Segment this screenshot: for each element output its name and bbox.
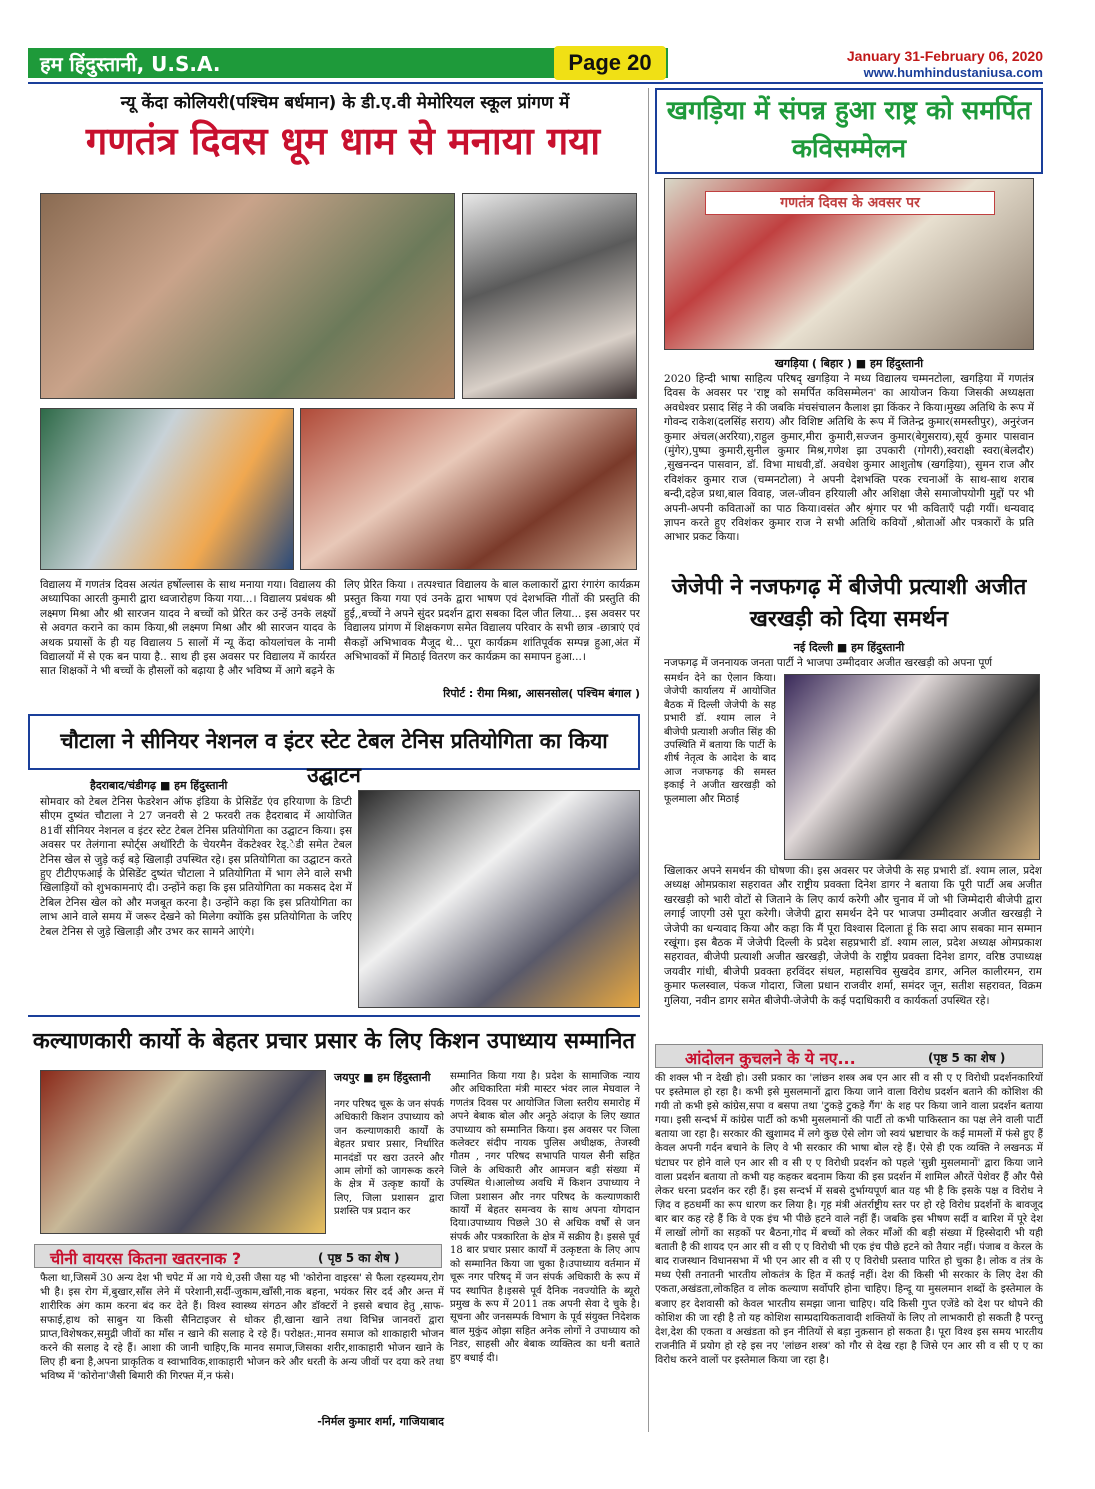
story4-headline: चौटाला ने सीनियर नेशनल व इंटर स्टेट टेबल टेनिस प्रतियोगिता का किया उद्घाटन — [60, 729, 608, 787]
page-number: Page 20 — [554, 46, 666, 80]
story2-body: 2020 हिन्दी भाषा साहित्य परिषद् खगड़िया ने मध्य विद्यालय चम्मनटोला, खगड़िया में गणतंत्र दिवस के अवसर पर 'राष्ट्र को समर्पित कविसम्मेलन' का आयोजन किया जिसकी अध्यक्षता अवधेश्वर प्रसाद सिंह ने की जबकि मंचसंचालन कैलाश झा किंकर ने किया।मुख्य अतिथि के रूप में गोवन्द राकेश(दलसिंह सराय) और विशिष्ट अतिथि के रूप में जितेन्द्र कुमार(समस्तीपुर), अनुरंजन कुमार अंचल(अररिया),राहुल कुमार,मीरा कुमारी,सज्जन कुमार(बेगुसराय),सूर्य कुमार पासवान (मुंगेर),पुष्पा कुमारी,सुनील कुमार मिश्र,गणेश झा उपकारी (गोगरी),स्वराक्षी स्वरा(बेलदौर) ,सुखनन्दन पासवान, डॉ. विभा माधवी,डॉ. अवधेश कुमार आशुतोष (खगड़िया), सुमन राज और रविशंकर कुमार राज (चम्मनटोला) ने अपनी देशभक्ति परक रचनाओं के साथ-साथ शराब बन्दी,दहेज प्रथा,बाल विवाह, जल-जीवन हरियाली और अशिक्षा जैसे समाजोपयोगी मुद्दों पर भी अपनी-अपनी कविताओं का पाठ किया।वसंत और श्रृंगार पर भी कविताएँ पढ़ी गयीं। धन्यवाद ज्ञापन करते हुए रविशंकर कुमार राज ने सभी अतिथि कवियों ,श्रोताओं और पत्रकारों के प्रति आभार प्रकट किया। — [664, 373, 1034, 544]
story1-column-2: लिए प्रेरित किया । तत्पश्चात विद्यालय के बाल कलाकारों द्वारा रंगारंग कार्यक्रम प्रस्तुत किया गया एवं उनके द्वारा भाषण एवं देशभक्ति गीतों की प्रस्तुति की हुई,,बच्चों ने अपने सुंदर प्रदर्शन द्वारा सबका दिल जीत लिया... इस अवसर पर विद्यालय प्रांगण में शिक्षकगण समेत विद्यालय परिवार के सभी छात्र -छात्राएं एवं सैकड़ों अभिभावक मैजूद थे... पूरा कार्यक्रम शांतिपूर्वक सम्पन्न हुआ,अंत में अभिभावकों में मिठाई वितरण कर कार्यक्रम का समापन हुआ...। — [344, 579, 640, 664]
story2-stage-banner: गणतंत्र दिवस के अवसर पर — [705, 191, 995, 215]
story3-intro: नजफगढ़ में जननायक जनता पार्टी ने भाजपा उम्मीदवार अजीत खरखड़ी को अपना पूर्ण — [664, 657, 993, 669]
issue-date: January 31-February 06, 2020 — [846, 48, 1043, 64]
story1-photo-students — [300, 408, 637, 570]
story3-photo-felicitation — [784, 674, 1040, 860]
story5-headline: कल्याणकारी कार्यो के बेहतर प्रचार प्रसार के लिए किशन उपाध्याय सम्मानित — [32, 1029, 636, 1054]
story1-headline: गणतंत्र दिवस धूम धाम से मनाया गया — [85, 119, 601, 163]
story5-photo-award — [40, 1070, 326, 1234]
story5-column-2: सम्मानित किया गया है। प्रदेश के सामाजिक न्याय और अधिकारिता मंत्री मास्टर भंवर लाल मेघवाल ने गणतंत्र दिवस पर आयोजित जिला स्तरीय समारोह में अपने बेबाक बोल और अनूठे अंदाज़ के लिए ख्यात उपाध्याय को सम्मानित किया। इस अवसर पर जिला कलेक्टर संदीप नायक पुलिस अधीक्षक, तेजस्वी गौतम , नगर परिषद सभापति पायल सैनी सहित जिले के अधिकारी और आमजन बड़ी संख्या में उपस्थित थे।आलोच्य अवधि में किशन उपाध्याय ने जिला प्रशासन और नगर परिषद के कल्याणकारी कार्यों में बेहतर समन्वय के साथ अपना योगदान दिया।उपाध्याय पिछले 30 से अधिक वर्षों से जन संपर्क और पत्रकारिता के क्षेत्र में सक्रीय है। इससे पूर्व 18 बार प्रचार प्रसार कार्यों में उत्कृष्टता के लिए आप को सम्मानित किया जा चुका है।उपाध्याय वर्तमान में चूरू नगर परिषद् में जन संपर्क अधिकारी के रूप में पद स्थापित है।इससे पूर्व दैनिक नवज्योति के ब्यूरो प्रमुख के रूप में 2011 तक अपनी सेवा दे चुके है। सूचना और जनसम्पर्क विभाग के पूर्व संयुक्त निदेशक बाल मुकुंद ओझा सहित अनेक लोगों ने उपाध्याय को निडर, साहसी और बेबाक व्यक्तित्व का धनी बताते हुए बधाई दी। — [450, 1071, 640, 1364]
story1-column-1: विद्यालय में गणतंत्र दिवस अत्यंत हर्षोल्लास के साथ मनाया गया। विद्यालय की अध्यापिका आरती कुमारी द्वारा ध्वजारोहण किया गया...। विद्यालय प्रबंधक श्री लक्ष्मण मिश्रा और श्री सारजन यादव ने बच्चों को प्रेरित कर उन्हें उनके लक्ष्यों से अवगत कराने का काम किया,श्री लक्ष्मण मिश्रा और श्री सारजन यादव के अथक प्रयासों के ही यह विद्यालय 5 सालों में न्यू केंदा कोयलांचल के नामी विद्यालयों में से एक बन पाया है.. साथ ही इस अवसर पर विद्यालय में कार्यरत सात शिक्षकों ने भी बच्चों के हौसलों को बढ़ाया है और भविष्य में आगे बढ़ने के — [40, 579, 336, 678]
story3-headline: जेजेपी ने नजफगढ़ में बीजेपी प्रत्याशी अजीत खरखड़ी को दिया समर्थन — [671, 575, 1027, 632]
story4-photo-inauguration — [358, 790, 640, 1008]
story7-continued-note: (पृष्ठ 5 का शेष ) — [928, 1051, 1006, 1065]
story1-report-credit: रिपोर्ट : रीमा मिश्रा, आसनसोल( पश्चिम बंगाल ) — [443, 687, 640, 700]
story5-byline: जयपुर ■ हम हिंदुस्तानी — [334, 1071, 431, 1084]
story3-body: खिलाकर अपने समर्थन की घोषणा की। इस अवसर पर जेजेपी के सह प्रभारी डॉ. श्याम लाल, प्रदेश अध्यक्ष ओमप्रकाश सहरावत और राष्ट्रीय प्रवक्ता दिनेश डागर ने बताया कि पूरी पार्टी अब अजीत खरखड़ी को भारी वोटों से जिताने के लिए कार्य करेगी और चुनाव में जो भी जिम्मेदारी बीजेपी द्वारा लगाई जाएगी उसे पूरा करेगी। जेजेपी द्वारा समर्थन देने पर भाजपा उम्मीदवार अजीत खरखड़ी ने जेजेपी का धन्यवाद किया और कहा कि मैं पूरा विश्वास दिलाता हूं कि सदा आप सबका मान सम्मान रखूंगा। इस बैठक में जेजेपी दिल्ली के प्रदेश सहप्रभारी डॉ. श्याम लाल, प्रदेश अध्यक्ष ओमप्रकाश सहरावत, बीजेपी प्रत्याशी अजीत खरखड़ी, जेजेपी के राष्ट्रीय प्रवक्ता दिनेश डागर, वरिष्ठ उपाध्यक्ष जयवीर गांधी, बीजेपी प्रवक्ता हरविंदर संधल, महासचिव सुखदेव डागर, अनिल कालीरमन, राम कुमार फलस्वाल, पंकज गोदारा, जिला प्रधान राजवीर शर्मा, समंदर जून, सतीश सहरावत, विक्रम गुलिया, नवीन डागर समेत बीजेपी-जेजेपी के कई पदाधिकारी व कार्यकर्ता उपस्थित रहे। — [664, 865, 1042, 1007]
story5-top-rule — [28, 1015, 640, 1017]
story2-headline: खगड़िया में संपन्न हुआ राष्ट्र को समर्पित कविसम्मेलन — [666, 96, 1032, 164]
story6-author: -निर्मल कुमार शर्मा, गाजियाबाद — [317, 1415, 444, 1428]
story4-byline: हैदराबाद/चंडीगढ़ ■ हम हिंदुस्तानी — [90, 779, 228, 792]
story7-body: की शक्ल भी न देखी हो। उसी प्रकार का 'लांछन शस्त्र अब एन आर सी व सी ए ए विरोधी प्रदर्शनकारियों पर इस्तेमाल हो रहा है। कभी इसे मुसलमानों द्वारा किया जाने वाला विरोध प्रदर्शन बताने की कोशिश की गयी तो कभी इसे कांग्रेस,सपा व बसपा तथा 'टुकड़े टुकड़े गैंग' के शह पर किया जाने वाला प्रदर्शन बताया गया। इसी सन्दर्भ में कांग्रेस पार्टी को कभी मुसलमानों की पार्टी तो कभी पाकिस्तान का पक्ष लेने वाली पार्टी बताया जा रहा है। सरकार की खुशामद में लगे कुछ ऐसे लोग जो स्वयं भ्रष्टाचार के कई मामलों में फंसे हुए हैं केवल अपनी गर्दन बचाने के लिए वे भी सरकार की भाषा बोल रहे हैं। ऐसे ही एक व्यक्ति ने लखनऊ में घंटाघर पर होने वाले एन आर सी व सी ए ए विरोधी प्रदर्शन को पहले 'सुन्नी मुसलमानों' द्वारा किया जाने वाला प्रदर्शन बताया तो कभी यह कहकर बदनाम किया की इस प्रदर्शन में शामिल औरतें पेशेवर हैं और पैसे लेकर धरना प्रदर्शन कर रही हैं। इस सन्दर्भ में सबसे दुर्भाग्यपूर्ण बात यह भी है कि इसके पक्ष व विरोध ने ज़िद व हठधर्मी का रूप धारण कर लिया है। गृह मंत्री अंतर्राष्ट्रीय स्तर पर हो रहे विरोध प्रदर्शनों के बावजूद बार बार कह रहे हैं कि वे एक इंच भी पीछे हटने वाले नहीं हैं। जबकि इस भीषण सर्दी व बारिश में पूरे देश में लाखों लोगों का सड़कों पर बैठना,गोद में बच्चों को लेकर माँओं की बड़ी संख्या में हिस्सेदारी भी यही बताती है की शायद एन आर सी व सी ए ए विरोधी भी एक इंच पीछे हटने को तैयार नहीं। पंजाब व केरल के बाद राजस्थान विधानसभा में भी एन आर सी व सी ए ए विरोधी प्रस्ताव पारित हो चुका है। लोक व तंत्र के मध्य ऐसी तनातनी भारतीय लोकतंत्र के हित में कतई नहीं। देश की किसी भी सरकार के लिए देश की एकता,अखंडता,लोकहित व लोक कल्याण सर्वोपरि होना चाहिए। हिन्दू या मुसलमान शब्दों के इस्तेमाल के बजाए हर देशवासी को केवल भारतीय समझा जाना चाहिए। यदि किसी गुप्त एजेंडे को देश पर थोपने की कोशिश की जा रही है तो यह कोशिश साम्प्रदायिकतावादी शक्तियों के लिए तो लाभकारी हो सकती है परन्तु देश,देश की एकता व अखंडता को इन नीतियों से बड़ा नुक़सान हो सकता है। पूरा विश्व इस समय भारतीय राजनीति में प्रयोग हो रहे इस नए 'लांछन शस्त्र' को गौर से देख रहा है जिसे एन आर सी व सी ए ए का विरोध करने वालों पर इस्तेमाल किया जा रहा है। — [655, 1073, 1043, 1366]
story2-photo-kavi-sammelan — [664, 178, 1034, 350]
story2-caption: खगड़िया ( बिहार ) ■ हम हिंदुस्तानी — [774, 357, 924, 370]
masthead-title: हम हिंदुस्तानी, U.S.A. — [40, 52, 221, 76]
story1-photo-girl-singing — [462, 193, 637, 399]
story3-narrow-column: समर्थन देने का ऐलान किया। जेजेपी कार्यालय में आयोजित बैठक में दिल्ली जेजेपी के सह प्रभारी डॉ. श्याम लाल ने बीजेपी प्रत्याशी अजीत सिंह की उपस्थिति में बताया कि पार्टी के शीर्ष नेतृत्व के आदेश के बाद आज नजफगढ़ की समस्त इकाई ने अजीत खरखड़ी को फूलमाला और मिठाई — [664, 673, 776, 805]
story3-byline: नई दिल्ली ■ हम हिंदुस्तानी — [793, 641, 905, 654]
story7-headline: आंदोलन कुचलने के ये नए... — [685, 1049, 856, 1068]
story4-body: सोमवार को टेबल टेनिस फेडरेशन ऑफ इंडिया के प्रेसिडेंट एंव हरियाणा के डिप्टी सीएम दुष्यंत चौटाला ने 27 जनवरी से 2 फरवरी तक हैदराबाद में आयोजित 81वीं सीनियर नेशनल व इंटर स्टेट टेबल टेनिस प्रतियोगिता का उद्घाटन किया। इस अवसर पर तेलंगाना स्पोर्ट्स अथॉरिटी के चेयरमैन वेंकटेश्वर रेड्.ेडी समेत टेबल टेनिस खेल से जुड़े कई बड़े खिलाड़ी उपस्थित रहे। इस प्रतियोगिता का उद्घाटन करते हुए टीटीएफआई के प्रेसिडेंट दुष्यंत चौटाला ने प्रतियोगिता में भाग लेने वाले सभी खिलाड़ियों को शुभकामनाएं दी। उन्होंने कहा कि इस प्रतियोगिता का मकसद देश में टेबिल टेनिस खेल को और मजबूत करना है। उन्होंने कहा कि इस प्रतियोगिता का लाभ आने वाले समय में जरूर देखने को मिलेगा क्योंकि इस प्रतियोगिता के जरिए टेबल टेनिस से जुड़े खिलाड़ी और उभर कर सामने आएंगे। — [40, 796, 352, 938]
story1-photo-stage — [40, 408, 294, 570]
story1-kicker: न्यू केंदा कोलियरी(पश्चिम बर्धमान) के डी.ए.वी मेमोरियल स्कूल प्रांगण में — [120, 93, 570, 113]
story6-body: फैला था,जिसमें 30 अन्य देश भी चपेट में आ गये थे,उसी जैसा यह भी 'कोरोना वाइरस' से फैला रहस्यमय,रोग भी है। इस रोग में,बुखार,साँस लेने में परेशानी,सर्दी-जुकाम,खाँसी,नाक बहना, भयंकर सिर दर्द और अन्त में शारीरिक अंग काम करना बंद कर देते हैं। विश्व स्वास्थ्य संगठन और डॉक्टरों ने इससे बचाव हेतु ,साफ-सफाई,हाथ को साबुन या किसी सैनिटाइजर से धोकर ही,खाना खाने तथा विभिन्न जानवरों द्वारा प्राप्त,विशेषकर,समुद्री जीवों का माँस न खाने की सलाह दे रहे हैं। परोक्षत:,मानव समाज को शाकाहारी भोजन करने की सलाह दे रहे हैं। आशा की जानी चाहिए,कि मानव समाज,जिसका शरीर,शाकाहारी भोजन खाने के लिए ही बना है,अपना प्राकृतिक व स्वाभाविक,शाकाहारी भोजन करे और धरती के अन्य जीवों पर दया करे तथा भविष्य में 'कोरोना'जैसी बिमारी की गिरफ्त में,न फंसे। — [40, 1273, 444, 1382]
website-link[interactable]: www.humhindustaniusa.com — [863, 65, 1043, 80]
story6-headline: चीनी वायरस कितना खतरनाक ? — [50, 1249, 242, 1268]
column-divider — [648, 88, 649, 1432]
story1-photo-group-selfie — [40, 193, 455, 399]
story5-column-1: नगर परिषद चूरू के जन संपर्क अधिकारी किशन उपाध्याय को जन कल्याणकारी कार्यों के बेहतर प्रचार प्रसार, निर्धारित मानदंडों पर खरा उतरने और आम लोगों को जागरूक करने के क्षेत्र में उत्कृष्ट कार्यों के लिए, जिला प्रशासन द्वारा प्रशस्ति पत्र प्रदान कर — [334, 1099, 444, 1218]
masthead-rule — [28, 82, 1043, 84]
story6-continued-note: ( पृष्ठ 5 का शेष ) — [318, 1251, 400, 1265]
